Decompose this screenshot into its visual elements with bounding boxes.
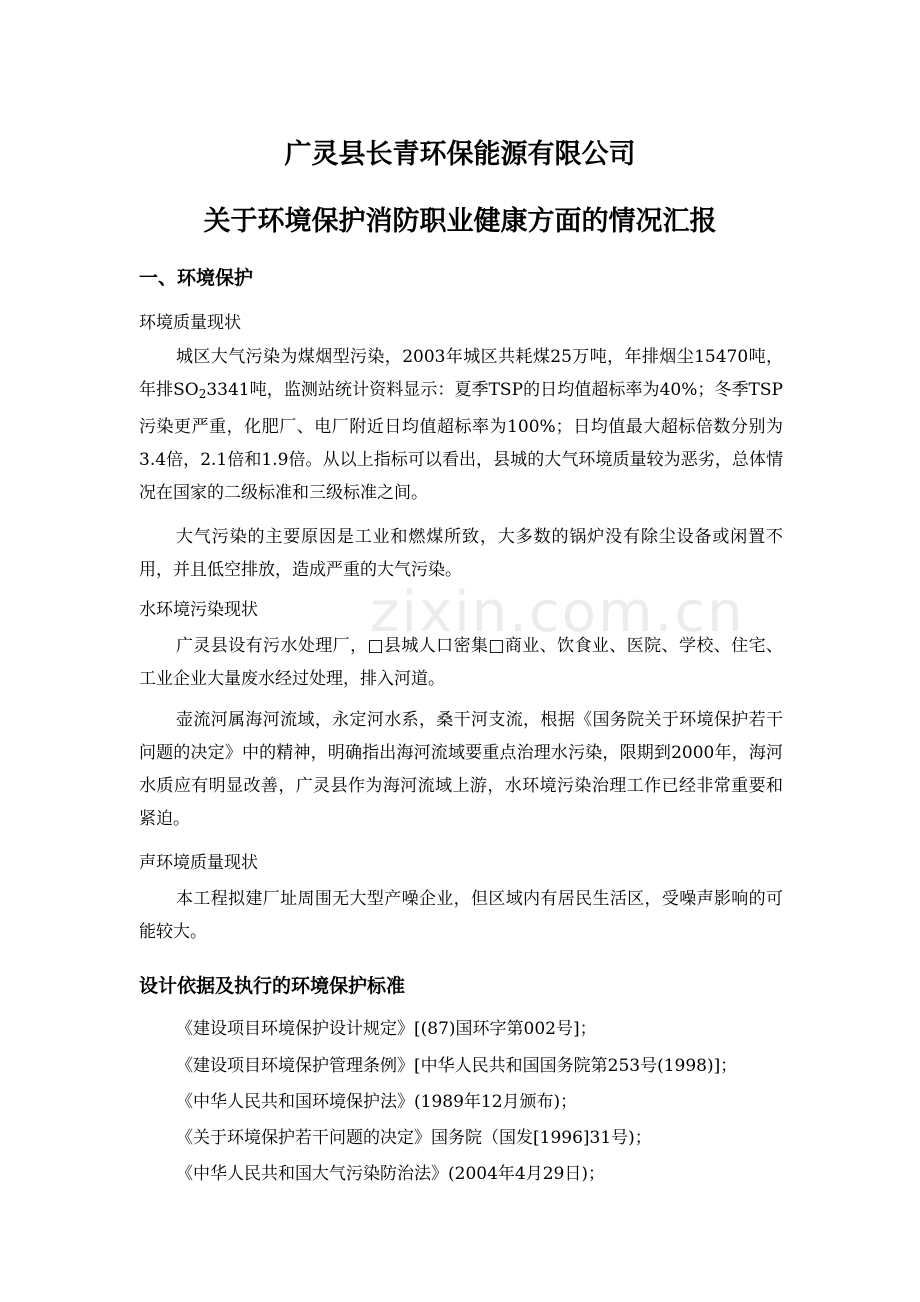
subheading-water: 水环境污染现状: [139, 600, 258, 620]
paragraph-air-cause: 大气污染的主要原因是工业和燃煤所致，大多数的锅炉没有除尘设备或闲置不用，并且低空排放，造成严重的大气污染。: [139, 527, 783, 580]
standard-item: 《中华人民共和国大气污染防治法》(2004年4月29日)；: [176, 1164, 605, 1184]
paragraph-water-1: 广灵县设有污水处理厂，□县城人口密集□商业、饮食业、医院、学校、住宅、工业企业大量废水经过处理，排入河道。: [139, 636, 783, 689]
document-title: 广灵县长青环保能源有限公司: [284, 139, 636, 170]
section-heading-standards: 设计依据及执行的环境保护标准: [139, 975, 406, 997]
subheading-air-quality: 环境质量现状: [139, 313, 241, 333]
paragraph-air-text-2: 3341吨，监测站统计资料显示：夏季TSP的日均值超标率为40%；冬季TSP污染更严重，化肥厂、电厂附近日均值超标率为100%；日均值最大超标倍数分别为3.4倍，2.1倍和1.9倍。从以上指标可以看出，县城的大气环境质量较为恶劣，总体情况在国家的二级标准和三级标准之间。: [139, 380, 783, 503]
standard-item: 《建设项目环境保护管理条例》[中华人民共和国国务院第253号(1998)]；: [176, 1056, 738, 1076]
standard-item: 《关于环境保护若干问题的决定》国务院（国发[1996]31号)；: [176, 1128, 652, 1148]
document-subtitle: 关于环境保护消防职业健康方面的情况汇报: [203, 206, 717, 237]
paragraph-air-text-1: 城区大气污染为煤烟型污染，2003年城区共耗煤25万吨，年排烟尘15470吨，年排SO: [139, 347, 783, 400]
so2-subscript: 2: [198, 387, 207, 401]
paragraph-noise: 本工程拟建厂址周围无大型产噪企业，但区域内有居民生活区，受噪声影响的可能较大。: [139, 889, 783, 942]
section-heading-environment: 一、环境保护: [139, 267, 254, 289]
paragraph-air-quality: [139, 341, 783, 510]
subheading-noise: 声环境质量现状: [139, 853, 258, 873]
standard-item: 《建设项目环境保护设计规定》[(87)国环字第002号]；: [176, 1019, 597, 1039]
watermark: zixin.com.cn: [370, 580, 745, 645]
paragraph-water-2: 壶流河属海河流域，永定河水系，桑干河支流，根据《国务院关于环境保护若干问题的决定》中的精神，明确指出海河流域要重点治理水污染，限期到2000年，海河水质应有明显改善，广灵县作为海河流域上游，水环境污染治理工作已经非常重要和紧迫。: [139, 710, 783, 829]
standard-item: 《中华人民共和国环境保护法》(1989年12月颁布)；: [176, 1092, 578, 1112]
